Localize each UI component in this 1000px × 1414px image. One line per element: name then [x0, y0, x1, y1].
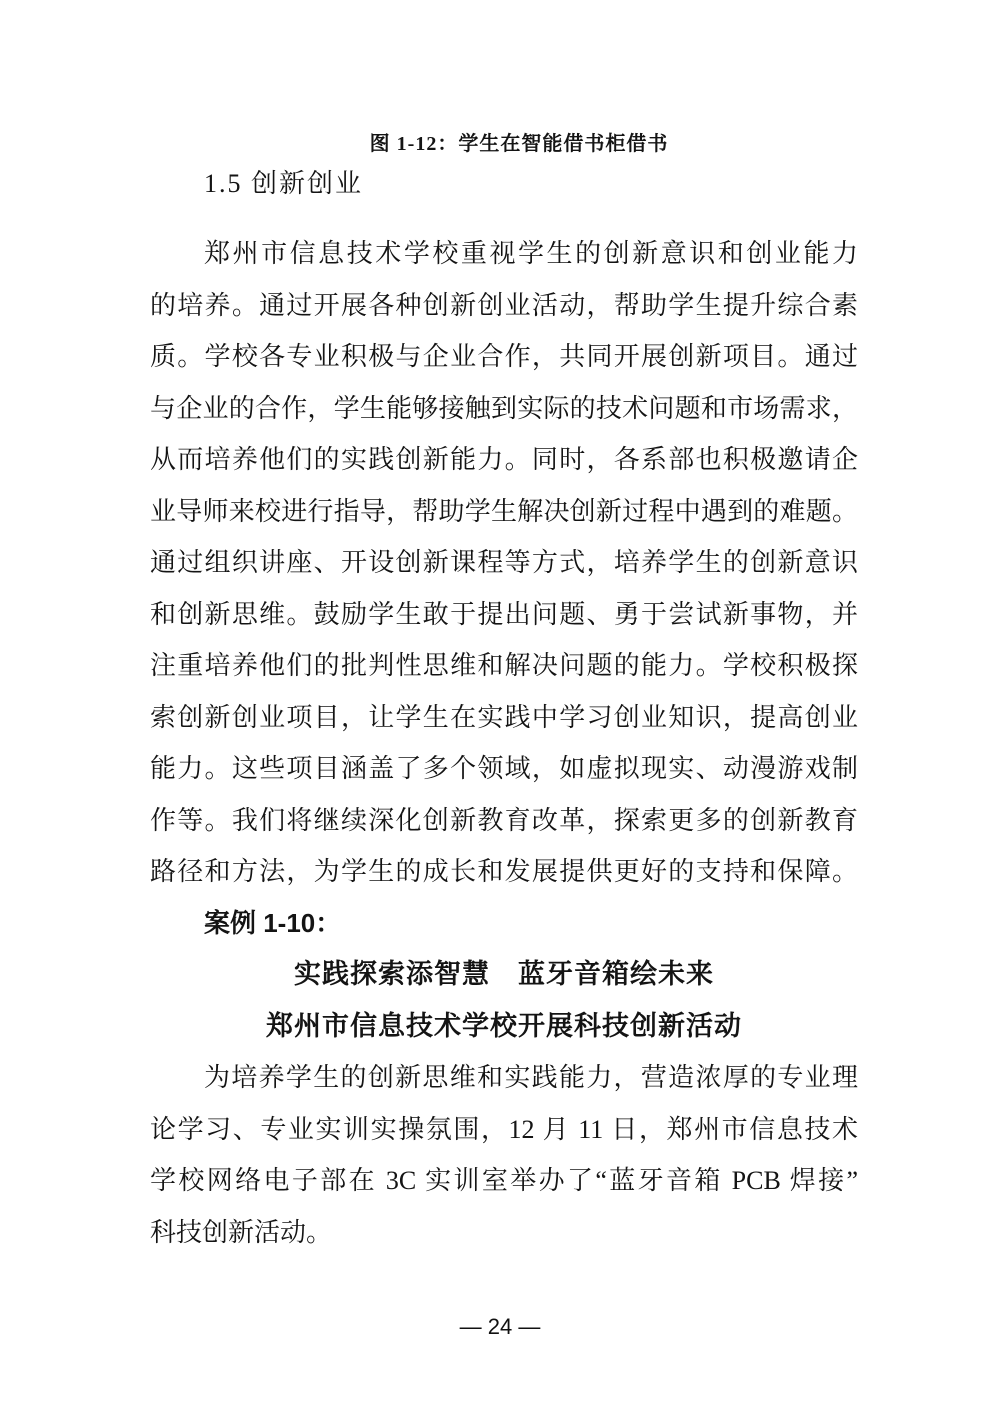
body-line: 质。学校各专业积极与企业合作，共同开展创新项目。通过: [150, 342, 858, 371]
page-number: — 24 —: [459, 1314, 541, 1339]
section-heading: 1.5 创新创业: [204, 169, 364, 198]
body-line: 为培养学生的创新思维和实践能力，营造浓厚的专业理: [204, 1063, 858, 1092]
body-line: 与企业的合作，学生能够接触到实际的技术问题和市场需求，: [150, 393, 858, 423]
body-line: 从而培养他们的实践创新能力。同时，各系部也积极邀请企: [150, 445, 858, 474]
figure-caption: 图 1-12：学生在智能借书柜借书: [369, 133, 669, 155]
case-title-line2: 郑州市信息技术学校开展科技创新活动: [266, 1010, 742, 1041]
body-line: 和创新思维。鼓励学生敢于提出问题、勇于尝试新事物，并: [150, 599, 858, 629]
body-line: 索创新创业项目，让学生在实践中学习创业知识，提高创业: [150, 702, 858, 732]
body-line: 科技创新活动。: [150, 1217, 333, 1247]
body-line: 通过组织讲座、开设创新课程等方式，培养学生的创新意识: [150, 548, 858, 577]
body-line: 的培养。通过开展各种创新创业活动，帮助学生提升综合素: [150, 290, 858, 320]
body-line: 能力。这些项目涵盖了多个领域，如虚拟现实、动漫游戏制: [150, 754, 858, 783]
body-line: 郑州市信息技术学校重视学生的创新意识和创业能力: [204, 239, 858, 268]
body-text: [150, 228, 858, 1258]
case-title-line1: 实践探索添智慧 蓝牙音箱绘未来: [294, 959, 714, 989]
body-line: 论学习、专业实训实操氛围，12 月 11 日，郑州市信息技术: [150, 1114, 858, 1144]
body-line: 业导师来校进行指导，帮助学生解决创新过程中遇到的难题。: [150, 496, 858, 526]
case-label: 案例 1-10：: [204, 907, 342, 938]
body-line: 路径和方法，为学生的成长和发展提供更好的支持和保障。: [150, 857, 858, 886]
body-line: 作等。我们将继续深化创新教育改革，探索更多的创新教育: [150, 805, 858, 835]
body-line: 注重培养他们的批判性思维和解决问题的能力。学校积极探: [150, 651, 858, 680]
body-line: 学校网络电子部在 3C 实训室举办了“蓝牙音箱 PCB 焊接”: [150, 1166, 858, 1195]
